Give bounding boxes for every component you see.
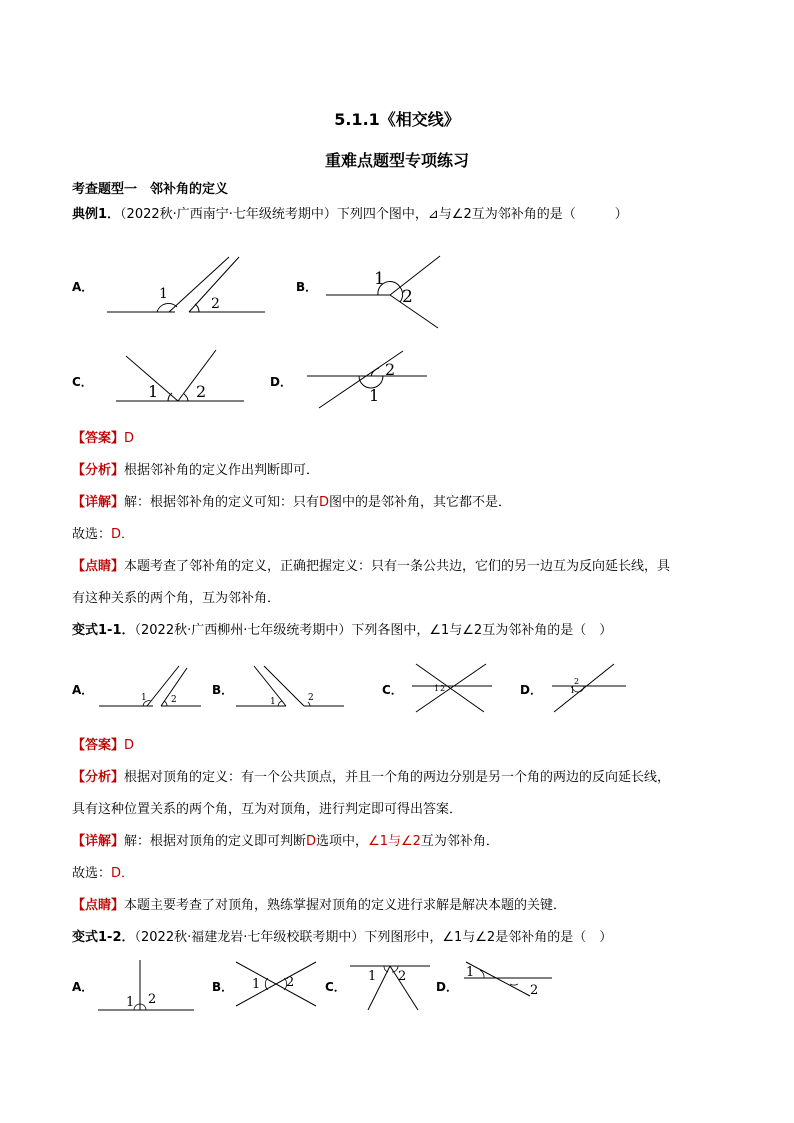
q1-detail	[72, 493, 511, 513]
option-c-label: C．	[72, 375, 93, 389]
detail-option: D	[319, 495, 330, 510]
comment-tag: 【点睛】	[72, 898, 125, 913]
analysis-text: 根据对顶角的定义：有一个公共顶点，并且一个角的两边分别是另一个角的两边的反向延长线，	[124, 770, 671, 785]
answer-tag: 【答案】	[72, 431, 125, 446]
detail-tag: 【详解】	[72, 834, 125, 849]
svg-text:1: 1	[570, 686, 576, 695]
question-1	[72, 205, 628, 225]
svg-text:1: 1	[466, 965, 475, 980]
q2-choice	[72, 864, 134, 884]
angle-label-1: 1	[374, 269, 385, 289]
choice-value: D．	[111, 866, 135, 881]
question-text: （2022秋·广西南宁·七年级统考期中）下列四个图中，⊿与∠2互为邻补角的是（ ）	[120, 207, 628, 222]
angle-label-2: 2	[402, 287, 413, 307]
detail-angles: ∠1与∠2	[368, 834, 421, 849]
q1-comment	[72, 557, 670, 577]
detail-text: 解：根据邻补角的定义可知：只有	[124, 495, 320, 510]
q1-answer	[72, 429, 134, 449]
q2-analysis	[72, 768, 670, 788]
angle-label-1: 1	[159, 286, 168, 302]
angle-label-2: 2	[196, 382, 207, 401]
q1-choice	[72, 525, 134, 545]
angle-label-1: 1	[148, 382, 159, 401]
svg-text:1: 1	[252, 977, 261, 992]
q1-comment-cont: 有这种关系的两个角，互为邻补角．	[72, 591, 281, 606]
detail-text-end: 图中的是邻补角，其它都不是．	[329, 495, 512, 510]
analysis-tag: 【分析】	[72, 463, 125, 478]
option-a-label: A．	[72, 280, 94, 294]
question-text: （2022秋·广西柳州·七年级统考期中）下列各图中，∠1与∠2互为邻补角的是（ ）	[134, 623, 613, 638]
answer-tag: 【答案】	[72, 738, 125, 753]
svg-text:2: 2	[308, 693, 314, 703]
option-b-label: B．	[296, 280, 318, 294]
answer-value: D	[124, 431, 135, 446]
question-text: （2022秋·福建龙岩·七年级校联考期中）下列图形中，∠1与∠2是邻补角的是（ ）	[134, 930, 613, 945]
comment-text: 本题考查了邻补角的定义，正确把握定义：只有一条公共边，它们的另一边互为反向延长线，具	[124, 559, 671, 574]
q1-analysis	[72, 461, 319, 481]
detail-text: 解：根据对顶角的定义即可判断	[124, 834, 307, 849]
q3-figure-d	[460, 958, 556, 1000]
detail-text-end: 互为邻补角．	[420, 834, 499, 849]
q3-figure-c	[346, 958, 434, 1014]
section-heading: 考查题型一 邻补角的定义	[72, 182, 229, 197]
svg-text:1: 1	[270, 697, 276, 707]
question-3	[72, 928, 612, 948]
option-a-label: A．	[72, 980, 94, 994]
svg-text:1: 1	[434, 684, 440, 693]
q1-figure-c	[114, 346, 249, 406]
q1-figure-b	[322, 248, 447, 333]
q3-figure-b	[232, 958, 320, 1010]
q2-figure-d	[550, 660, 630, 716]
choice-value: D．	[111, 527, 135, 542]
svg-text:2: 2	[440, 684, 446, 693]
angle-label-2: 2	[211, 296, 220, 312]
option-a-label: A．	[72, 683, 94, 697]
q1-figure-a	[105, 255, 270, 320]
choice-prefix: 故选：	[72, 866, 112, 881]
option-c-label: C．	[382, 683, 403, 697]
page-subtitle: 重难点题型专项练习	[324, 151, 469, 170]
option-d-label: D．	[520, 683, 542, 697]
detail-option: D	[306, 834, 317, 849]
svg-text:2: 2	[286, 975, 295, 990]
option-b-label: B．	[212, 980, 234, 994]
detail-text-mid: 选项中，	[316, 834, 369, 849]
svg-text:2: 2	[171, 695, 177, 705]
q2-figure-c	[410, 660, 494, 716]
q1-figure-d	[305, 348, 435, 413]
choice-prefix: 故选：	[72, 527, 112, 542]
q2-figure-a	[97, 662, 205, 710]
option-b-label: B．	[212, 683, 234, 697]
analysis-tag: 【分析】	[72, 770, 125, 785]
answer-value: D	[124, 738, 135, 753]
svg-text:1: 1	[368, 969, 377, 984]
option-d-label: D．	[270, 375, 292, 389]
q3-figure-a	[96, 958, 196, 1016]
q2-figure-b	[234, 662, 346, 710]
svg-text:2: 2	[148, 992, 157, 1007]
svg-text:1: 1	[141, 693, 147, 703]
question-2	[72, 621, 612, 641]
option-d-label: D．	[436, 980, 458, 994]
question-label: 变式1-2．	[72, 930, 135, 945]
question-label: 变式1-1．	[72, 623, 135, 638]
q2-answer	[72, 736, 134, 756]
q2-comment	[72, 896, 566, 916]
svg-text:1: 1	[126, 995, 135, 1010]
svg-text:2: 2	[574, 677, 580, 686]
analysis-text: 根据邻补角的定义作出判断即可．	[124, 463, 320, 478]
page-title: 5.1.1《相交线》	[334, 110, 460, 129]
angle-label-2: 2	[385, 360, 396, 379]
svg-text:2: 2	[398, 969, 407, 984]
q2-detail	[72, 832, 499, 852]
q2-analysis-cont: 具有这种位置关系的两个角，互为对顶角，进行判定即可得出答案．	[72, 802, 463, 817]
svg-text:2: 2	[530, 983, 539, 998]
detail-tag: 【详解】	[72, 495, 125, 510]
comment-tag: 【点睛】	[72, 559, 125, 574]
comment-text: 本题主要考查了对顶角，熟练掌握对顶角的定义进行求解是解决本题的关键．	[124, 898, 567, 913]
angle-label-1: 1	[369, 386, 380, 405]
option-c-label: C．	[325, 980, 346, 994]
question-label: 典例1．	[72, 207, 121, 222]
